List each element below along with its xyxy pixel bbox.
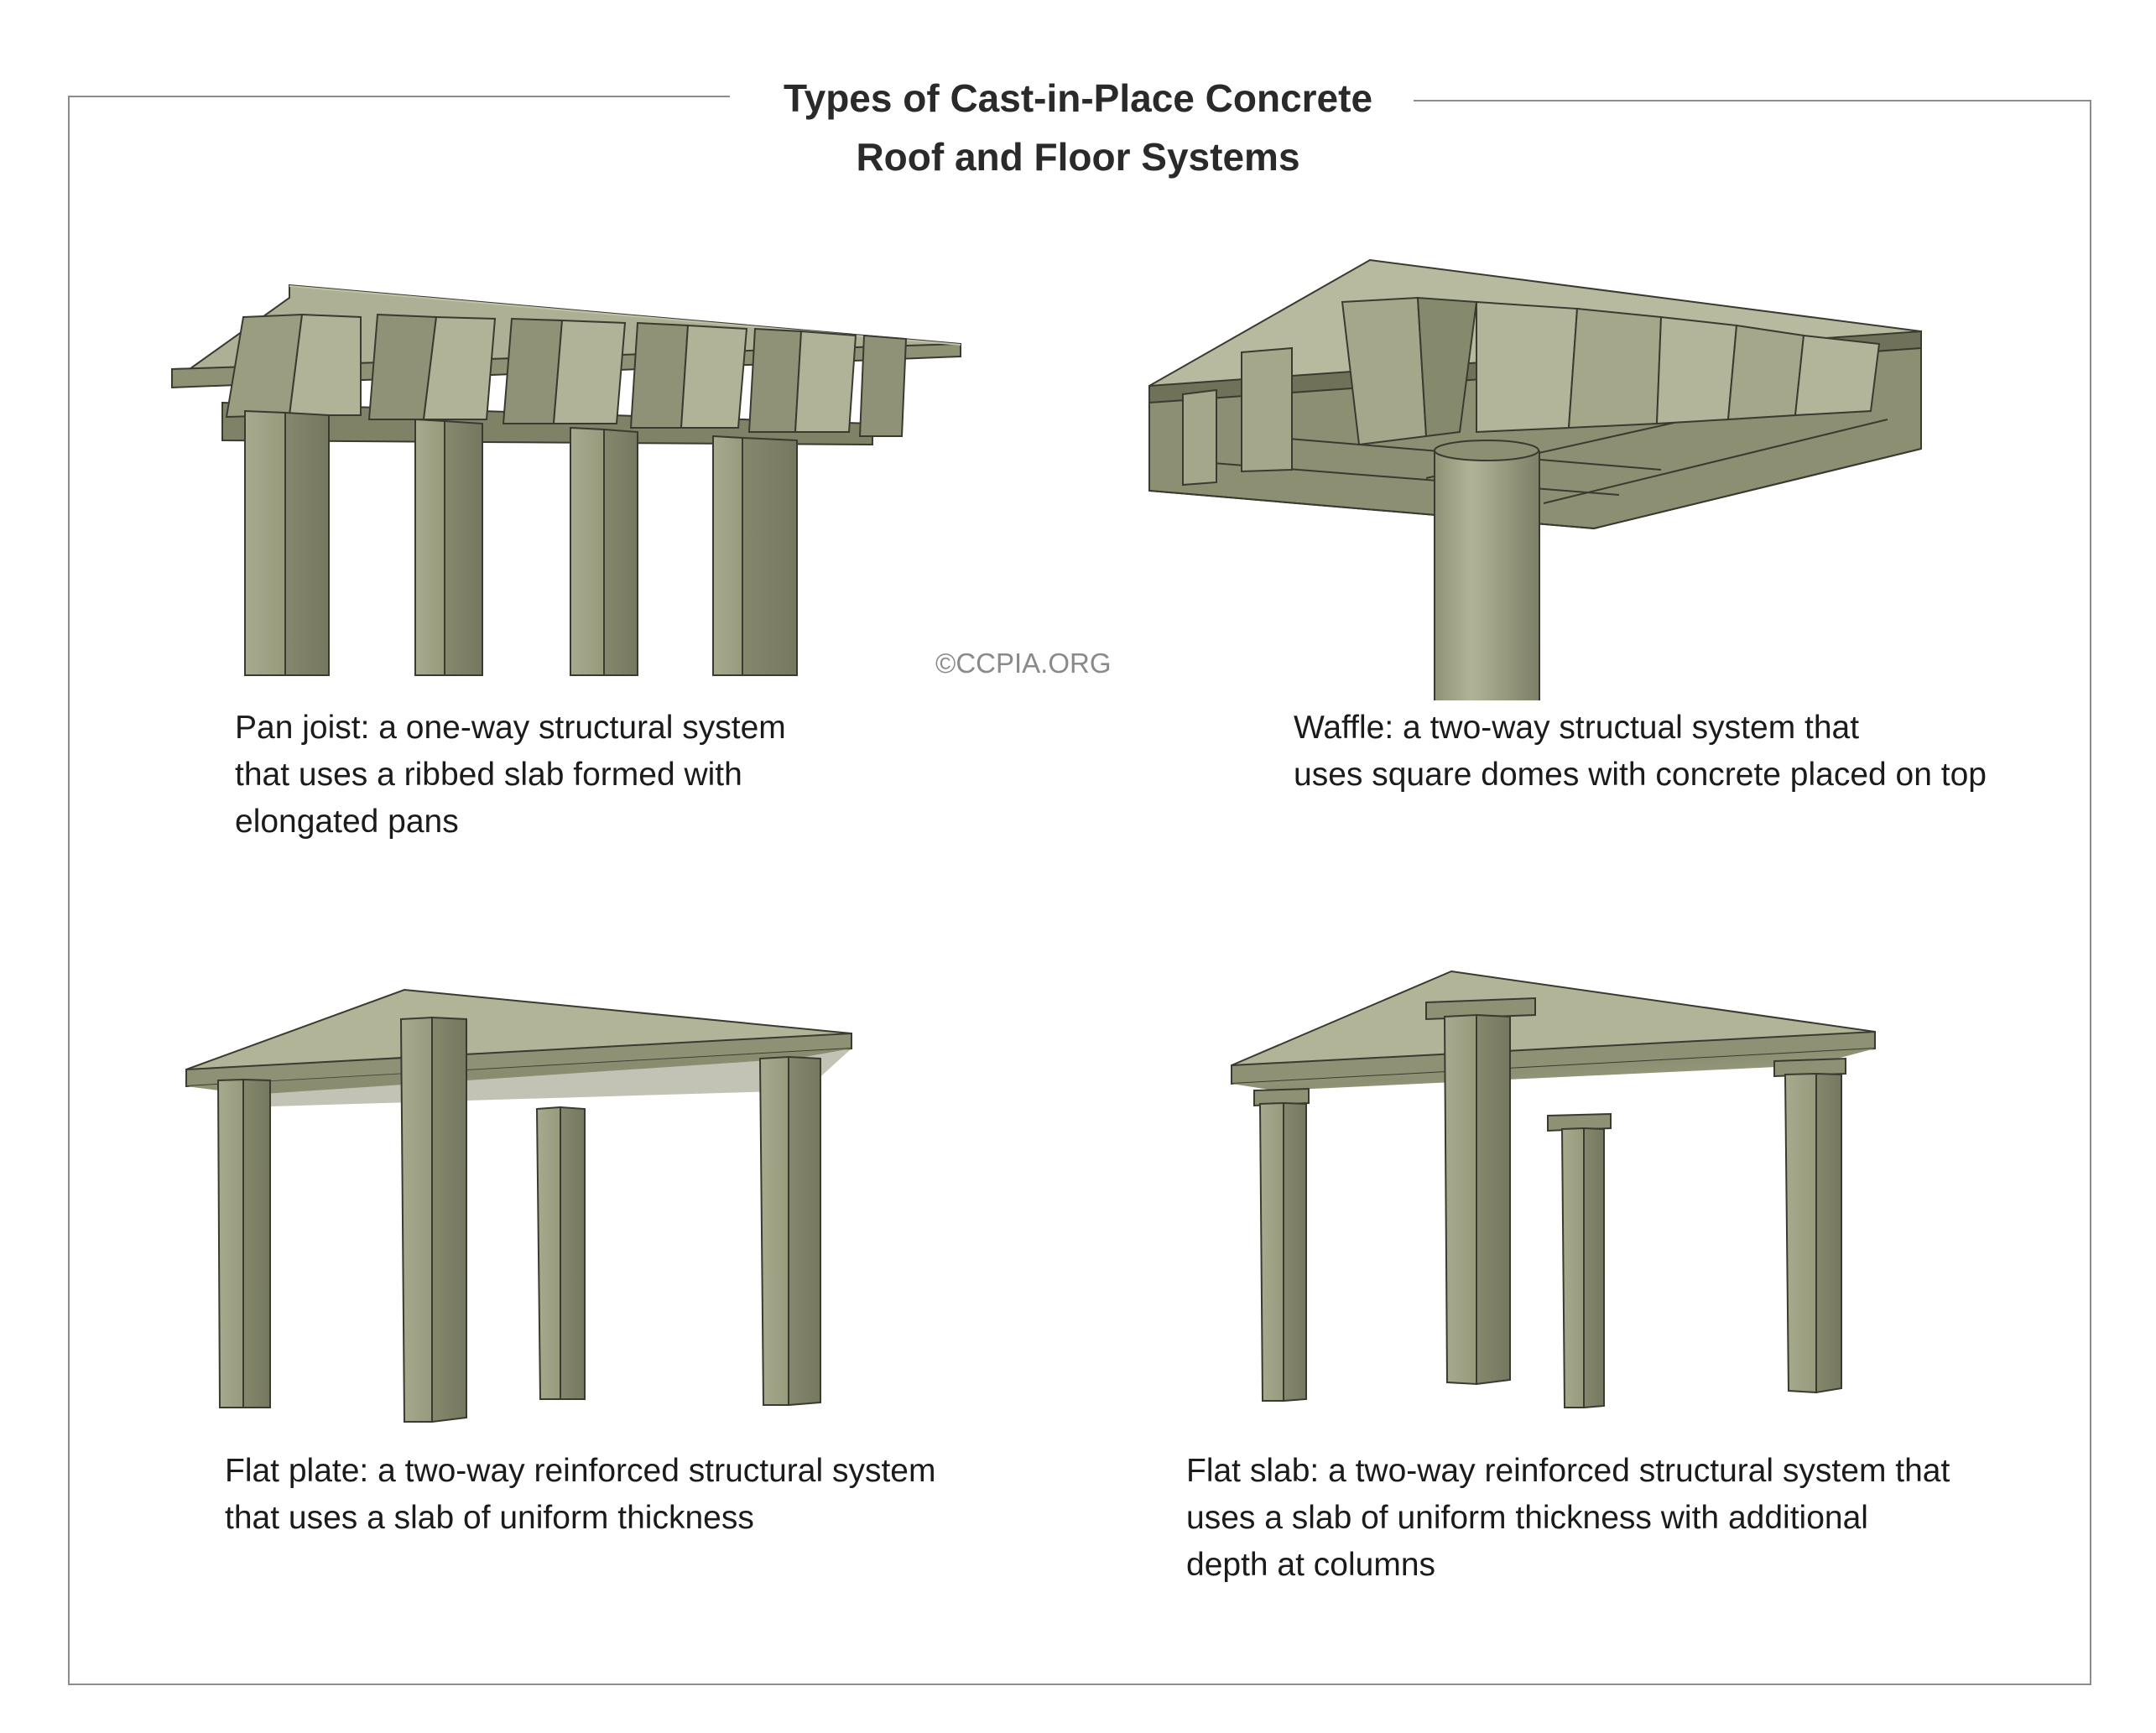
copyright-watermark: ©CCPIA.ORG bbox=[935, 648, 1112, 679]
pan-joist-caption bbox=[235, 705, 786, 846]
pan-joist-illustration bbox=[172, 285, 961, 675]
caption-line: that uses a slab of uniform thickness bbox=[225, 1500, 754, 1536]
caption-line: elongated pans bbox=[235, 804, 459, 840]
diagram-title bbox=[742, 69, 1414, 186]
caption-line: depth at columns bbox=[1186, 1547, 1436, 1583]
caption-line: Flat slab: a two-way reinforced structural system that bbox=[1186, 1453, 1950, 1489]
caption-line: Flat plate: a two-way reinforced structural system bbox=[225, 1453, 936, 1489]
caption-line: Waffle: a two-way structual system that bbox=[1294, 710, 1860, 746]
flat-plate-caption bbox=[225, 1448, 935, 1542]
caption-line: Pan joist: a one-way structural system bbox=[235, 710, 786, 746]
title-line-1: Types of Cast-in-Place Concrete bbox=[783, 76, 1373, 120]
flat-slab-illustration bbox=[1232, 971, 1875, 1408]
caption-line: that uses a ribbed slab formed with bbox=[235, 757, 742, 793]
title-line-2: Roof and Floor Systems bbox=[856, 135, 1300, 179]
waffle-caption bbox=[1294, 705, 1987, 799]
caption-line: uses a slab of uniform thickness with additional bbox=[1186, 1500, 1868, 1536]
caption-line: uses square domes with concrete placed on top bbox=[1294, 757, 1987, 793]
waffle-illustration bbox=[1149, 260, 1921, 700]
flat-plate-illustration bbox=[186, 990, 851, 1422]
flat-slab-caption bbox=[1186, 1448, 1950, 1589]
